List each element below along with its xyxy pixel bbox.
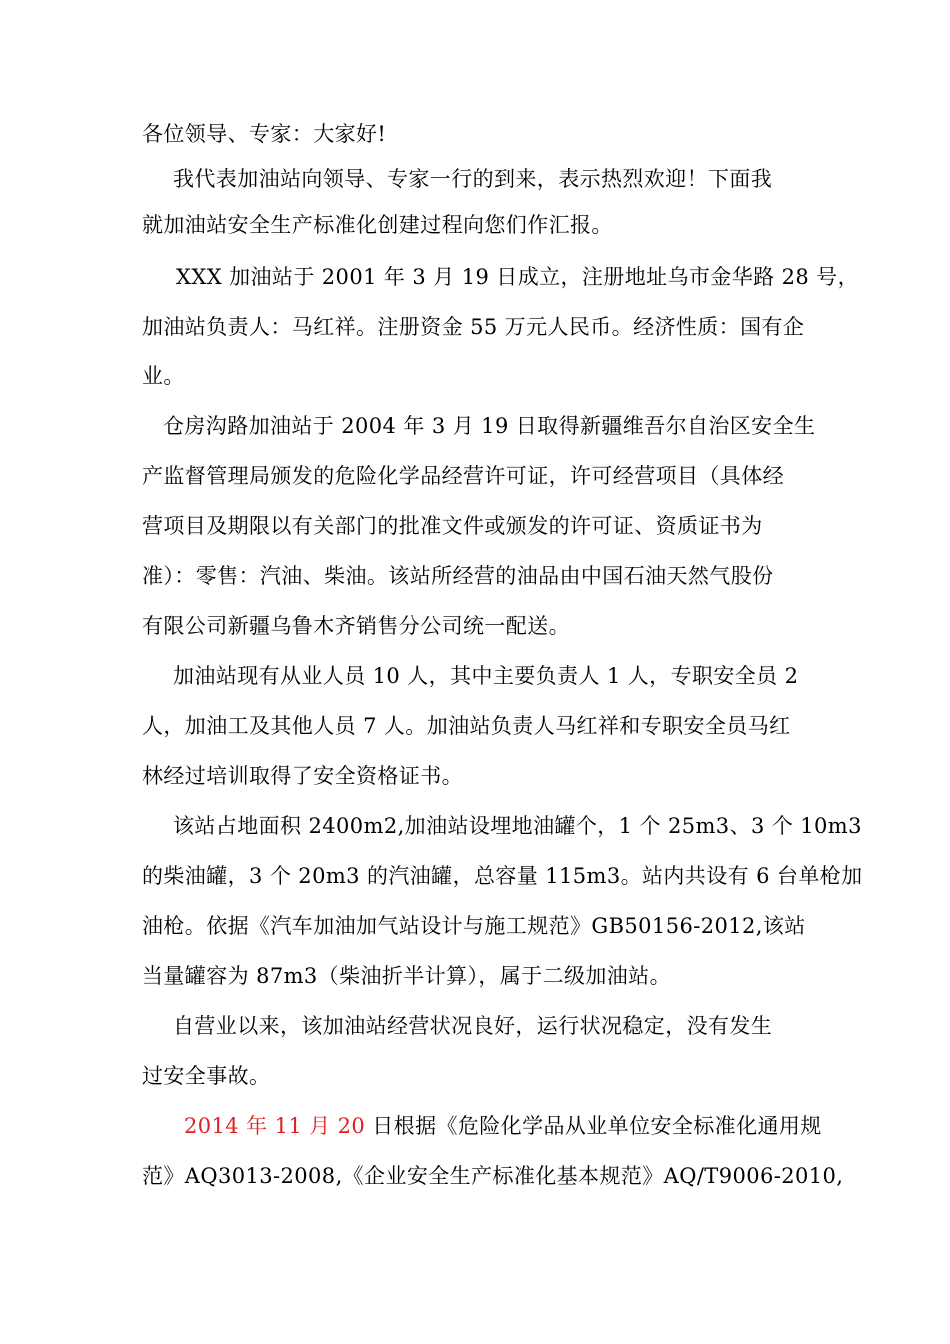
para5-line2: 的柴油罐，3 个 20m3 的汽油罐，总容量 115m3。站内共设有 6 台单枪加 — [142, 864, 863, 888]
highlighted-date: 2014 年 11 月 20 — [184, 1114, 366, 1138]
para4-line1: 加油站现有从业人员 10 人，其中主要负责人 1 人，专职安全员 2 — [173, 664, 799, 688]
para5-line4: 当量罐容为 87m3（柴油折半计算），属于二级加油站。 — [142, 964, 671, 988]
para4-line3: 林经过培训取得了安全资格证书。 — [142, 764, 463, 788]
para7-line1-rest: 日根据《危险化学品从业单位安全标准化通用规 — [365, 1114, 822, 1138]
para4-line2: 人，加油工及其他人员 7 人。加油站负责人马红祥和专职安全员马红 — [142, 714, 791, 738]
para7-line2: 范》AQ3013-2008,《企业安全生产标准化基本规范》AQ/T9006-2010, — [142, 1164, 844, 1188]
para6-line2: 过安全事故。 — [142, 1064, 271, 1088]
para1-line2: 就加油站安全生产标准化创建过程向您们作汇报。 — [142, 213, 613, 237]
para3-line3: 营项目及期限以有关部门的批准文件或颁发的许可证、资质证书为 — [142, 514, 763, 538]
para2-line2: 加油站负责人：马红祥。注册资金 55 万元人民币。经济性质：国有企 — [142, 315, 805, 339]
para2-line3: 业。 — [142, 364, 185, 388]
para5-line3: 油枪。依据《汽车加油加气站设计与施工规范》GB50156-2012,该站 — [142, 914, 806, 938]
greeting: 各位领导、专家：大家好! — [142, 122, 387, 146]
para7-line1 — [184, 1111, 822, 1141]
para1-line1: 我代表加油站向领导、专家一行的到来，表示热烈欢迎！下面我 — [173, 167, 773, 191]
para6-line1: 自营业以来，该加油站经营状况良好，运行状况稳定，没有发生 — [173, 1014, 773, 1038]
para2-line1: XXX 加油站于 2001 年 3 月 19 日成立，注册地址乌市金华路 28 号， — [176, 265, 859, 289]
para3-line5: 有限公司新疆乌鲁木齐销售分公司统一配送。 — [142, 614, 570, 638]
para3-line1: 仓房沟路加油站于 2004 年 3 月 19 日取得新疆维吾尔自治区安全生 — [163, 414, 816, 438]
para5-line1: 该站占地面积 2400m2,加油站设埋地油罐个，1 个 25m3、3 个 10m3 — [173, 814, 862, 838]
para3-line4: 准）：零售：汽油、柴油。该站所经营的油品由中国石油天然气股份 — [142, 564, 774, 588]
para3-line2: 产监督管理局颁发的危险化学品经营许可证，许可经营项目（具体经 — [142, 464, 784, 488]
